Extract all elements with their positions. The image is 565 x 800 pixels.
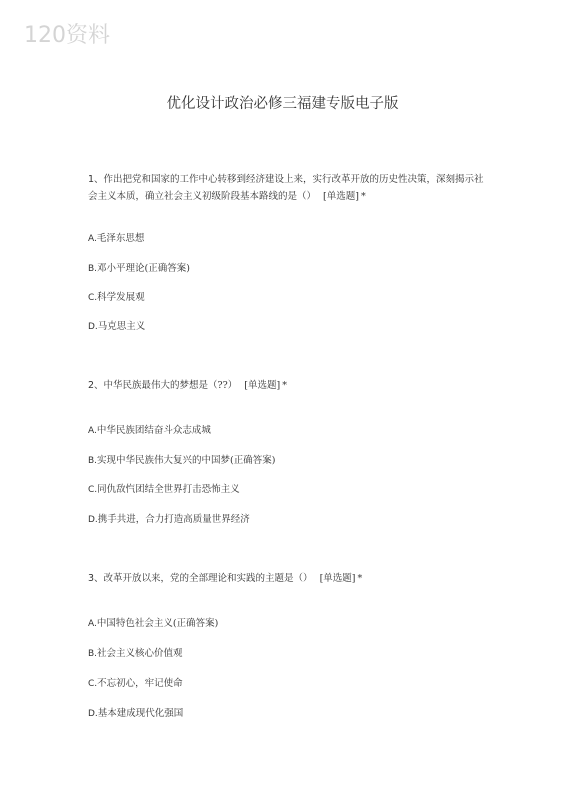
question-text: 中华民族最伟大的梦想是（??） <box>103 380 238 391</box>
required-mark: * <box>360 191 366 202</box>
option-text: 毛泽东思想 <box>96 233 145 244</box>
option-text: 马克思主义 <box>97 321 146 332</box>
option-letter: D. <box>88 709 98 719</box>
option-a[interactable] <box>88 424 211 438</box>
option-letter: C. <box>88 485 98 495</box>
option-b[interactable] <box>88 262 190 276</box>
option-text: 基本建成现代化强国 <box>97 708 184 719</box>
option-c[interactable] <box>88 483 240 497</box>
option-d[interactable] <box>88 707 183 721</box>
option-text: 实现中华民族伟大复兴的中国梦(正确答案) <box>97 455 276 466</box>
question-type: [单选题] <box>319 573 356 584</box>
required-mark: * <box>357 573 363 584</box>
option-text: 社会主义核心价值观 <box>97 648 183 659</box>
option-text: 科学发展观 <box>97 292 145 303</box>
question-stem <box>88 171 488 205</box>
question-text: 改革开放以来，党的全部理论和实践的主题是（） <box>103 573 313 584</box>
option-a[interactable] <box>88 232 144 246</box>
question-stem <box>88 570 488 587</box>
option-text: 中国特色社会主义(正确答案) <box>96 618 219 629</box>
option-text: 不忘初心，牢记使命 <box>97 678 183 689</box>
option-text: 中华民族团结奋斗众志成城 <box>96 425 211 436</box>
option-text: 邓小平理论(正确答案) <box>97 263 190 274</box>
question-1 <box>88 171 488 332</box>
question-stem <box>88 377 488 394</box>
option-letter: D. <box>88 515 98 525</box>
option-letter: A. <box>88 426 97 436</box>
option-b[interactable] <box>88 454 275 468</box>
question-type: [单选题] <box>244 380 281 391</box>
option-c[interactable] <box>88 677 183 691</box>
option-letter: A. <box>88 619 97 629</box>
option-text: 同仇敌忾团结全世界打击恐怖主义 <box>97 484 240 495</box>
option-letter: C. <box>88 293 98 303</box>
question-number: 1、 <box>88 174 104 185</box>
question-number: 2、 <box>88 380 104 391</box>
option-text: 携手共进，合力打造高质量世界经济 <box>97 514 250 525</box>
option-letter: C. <box>88 679 98 689</box>
required-mark: * <box>282 380 287 391</box>
option-d[interactable] <box>88 513 250 527</box>
question-text: 作出把党和国家的工作中心转移到经济建设上来，实行改革开放的历史性决策，深刻揭示社会主义本质，确立社会主义初级阶段基本路线的是（） <box>88 174 484 202</box>
option-letter: B. <box>88 649 98 659</box>
option-letter: B. <box>88 264 98 274</box>
option-letter: A. <box>88 234 97 244</box>
question-type: [单选题] <box>323 191 359 202</box>
watermark: 120资料 <box>24 23 110 48</box>
question-2 <box>88 377 488 525</box>
question-3 <box>88 570 488 719</box>
page-title: 优化设计政治必修三福建专版电子版 <box>166 96 399 112</box>
option-letter: D. <box>88 322 98 332</box>
option-c[interactable] <box>88 291 145 305</box>
option-letter: B. <box>88 456 98 466</box>
question-number: 3、 <box>88 573 104 584</box>
option-b[interactable] <box>88 647 183 661</box>
option-a[interactable] <box>88 617 218 631</box>
option-d[interactable] <box>88 320 145 334</box>
